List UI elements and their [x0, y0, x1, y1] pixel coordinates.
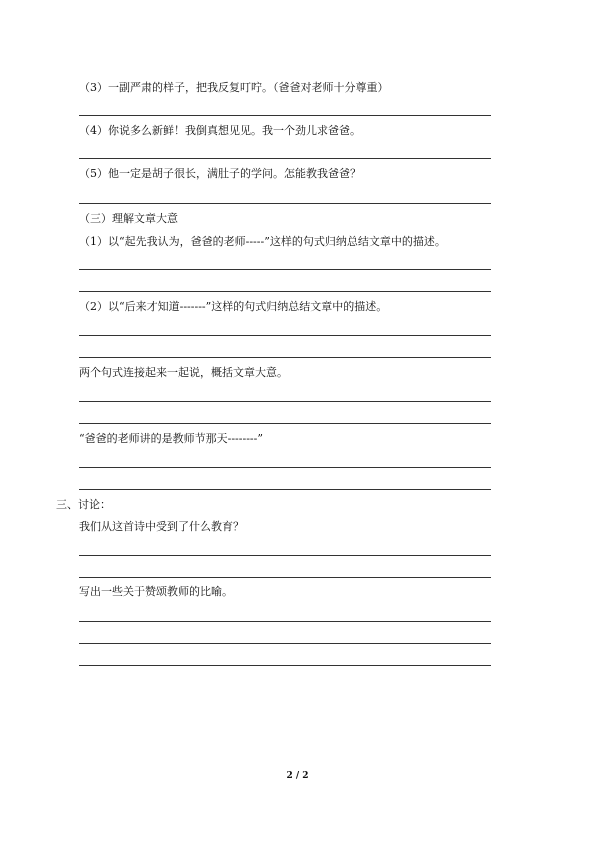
page-number: 2 / 2 [286, 771, 309, 781]
answer-line [79, 555, 491, 556]
answer-line [79, 577, 491, 578]
question-3: （3）一副严肃的样子，把我反复叮咛。（爸爸对老师十分尊重） [79, 81, 389, 94]
answer-line [79, 158, 491, 159]
summary-prompt-1: （1）以“起先我认为，爸爸的老师-----”这样的句式归纳总结文章中的描述。 [79, 235, 446, 248]
section-heading: （三）理解文章大意 [79, 212, 178, 225]
question-4: （4）你说多么新鲜！我倒真想见见。我一个劲儿求爸爸。 [79, 124, 361, 137]
answer-line [79, 115, 491, 116]
answer-line [79, 269, 491, 270]
summary-prompt-2: （2）以“后来才知道-------”这样的句式归纳总结文章中的描述。 [79, 300, 388, 313]
discussion-question-1: 我们从这首诗中受到了什么教育？ [79, 520, 244, 533]
answer-line [79, 401, 491, 402]
answer-line [79, 621, 491, 622]
answer-line [79, 489, 491, 490]
answer-line [79, 467, 491, 468]
answer-line [79, 643, 491, 644]
combine-prompt: 两个句式连接起来一起说，概括文章大意。 [79, 366, 288, 379]
answer-line [79, 357, 491, 358]
answer-line [79, 665, 491, 666]
answer-line [79, 203, 491, 204]
answer-line [79, 291, 491, 292]
discussion-question-2: 写出一些关于赞颂教师的比喻。 [79, 585, 233, 598]
part-heading: 三、讨论： [56, 498, 111, 511]
question-5: （5）他一定是胡子很长，满肚子的学问。怎能教我爸爸？ [79, 167, 361, 180]
answer-line [79, 423, 491, 424]
quote-prompt: “爸爸的老师讲的是教师节那天--------” [79, 432, 263, 445]
answer-line [79, 335, 491, 336]
